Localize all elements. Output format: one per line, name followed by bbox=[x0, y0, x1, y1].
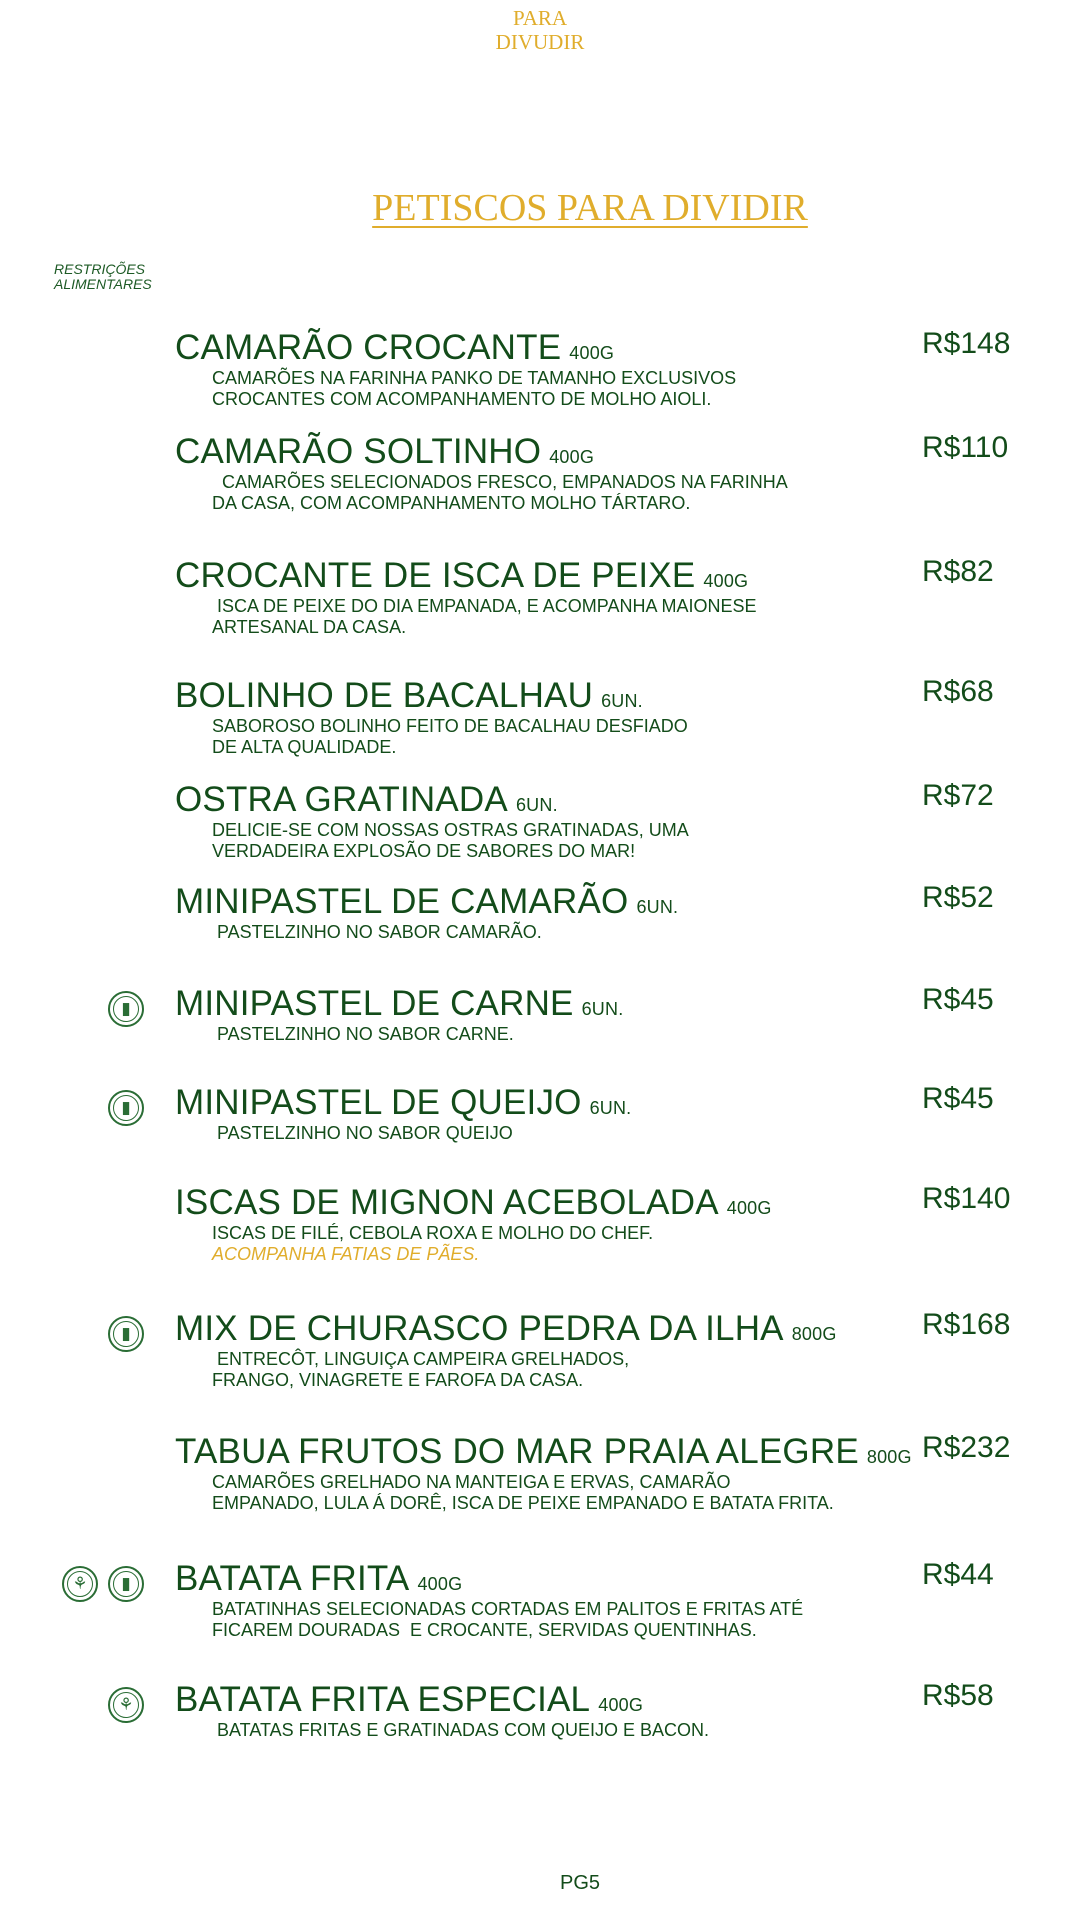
item-description-line1: DELICIE-SE COM NOSSAS OSTRAS GRATINADAS, UMA bbox=[212, 820, 689, 840]
item-description-line1: PASTELZINHO NO SABOR QUEIJO bbox=[212, 1123, 513, 1143]
item-price: R$148 bbox=[922, 327, 1011, 360]
dietary-restrictions-label bbox=[54, 262, 152, 292]
item-description bbox=[212, 1223, 653, 1265]
item-description bbox=[212, 368, 736, 410]
item-description bbox=[212, 1472, 834, 1514]
item-price: R$140 bbox=[922, 1182, 1011, 1215]
milk-bottle-icon: ▮ bbox=[121, 1574, 131, 1593]
item-price: R$168 bbox=[922, 1308, 1011, 1341]
item-name-text: BATATA FRITA ESPECIAL bbox=[175, 1680, 591, 1719]
item-quantity: 6UN. bbox=[636, 897, 679, 917]
item-description-line2: DE ALTA QUALIDADE. bbox=[212, 737, 397, 757]
item-description bbox=[212, 1349, 629, 1391]
item-description bbox=[212, 1123, 513, 1144]
item-quantity: 800G bbox=[791, 1324, 837, 1344]
item-quantity: 400G bbox=[703, 571, 749, 591]
menu-item bbox=[0, 882, 1080, 982]
menu-item bbox=[0, 1183, 1080, 1283]
item-name bbox=[175, 984, 623, 1029]
menu-item bbox=[0, 432, 1080, 532]
item-description-line2: EMPANADO, LULA Á DORÊ, ISCA DE PEIXE EMPANADO E BATATA FRITA. bbox=[212, 1493, 834, 1513]
item-description-line2: FRANGO, VINAGRETE E FAROFA DA CASA. bbox=[212, 1370, 584, 1390]
item-quantity: 6UN. bbox=[581, 999, 624, 1019]
item-name-text: BATATA FRITA bbox=[175, 1559, 410, 1598]
item-description-line1: PASTELZINHO NO SABOR CAMARÃO. bbox=[212, 922, 542, 942]
item-name-text: CAMARÃO SOLTINHO bbox=[175, 432, 542, 471]
menu-item bbox=[0, 328, 1080, 428]
menu-item bbox=[0, 676, 1080, 776]
item-price: R$45 bbox=[922, 1082, 994, 1115]
item-name-text: MINIPASTEL DE CAMARÃO bbox=[175, 882, 629, 921]
item-price: R$82 bbox=[922, 555, 994, 588]
item-name bbox=[175, 1083, 631, 1128]
item-description bbox=[212, 1599, 803, 1641]
item-name-text: ISCAS DE MIGNON ACEBOLADA bbox=[175, 1183, 719, 1222]
item-price: R$58 bbox=[922, 1679, 994, 1712]
milk-bottle-icon: ▮ bbox=[121, 1324, 131, 1343]
item-description bbox=[212, 820, 689, 862]
item-description-line1: BATATAS FRITAS E GRATINADAS COM QUEIJO E BACON. bbox=[212, 1720, 710, 1740]
item-quantity: 400G bbox=[598, 1695, 644, 1715]
item-quantity: 6UN. bbox=[515, 795, 558, 815]
item-name bbox=[175, 1183, 772, 1228]
restrictions-line1: RESTRIÇÕES bbox=[54, 261, 146, 277]
top-label-line1: PARA bbox=[512, 6, 568, 30]
item-quantity: 6UN. bbox=[601, 691, 643, 711]
item-quantity: 400G bbox=[726, 1198, 772, 1218]
gluten-free-icon bbox=[62, 1566, 98, 1602]
item-name bbox=[175, 882, 678, 927]
item-price: R$45 bbox=[922, 983, 994, 1016]
item-description bbox=[212, 716, 688, 758]
item-description-line1: ENTRECÔT, LINGUIÇA CAMPEIRA GRELHADOS, bbox=[212, 1349, 630, 1369]
item-name-text: MINIPASTEL DE CARNE bbox=[175, 984, 574, 1023]
item-quantity: 400G bbox=[549, 447, 595, 467]
item-description-line2: ACOMPANHA FATIAS DE PÃES. bbox=[212, 1244, 480, 1264]
item-description bbox=[212, 596, 756, 638]
item-price: R$52 bbox=[922, 881, 994, 914]
menu-item bbox=[0, 556, 1080, 656]
wheat-icon: ⚘ bbox=[118, 1695, 134, 1714]
menu-item bbox=[0, 984, 1080, 1084]
item-description bbox=[212, 472, 788, 514]
item-name-text: CAMARÃO CROCANTE bbox=[175, 328, 562, 367]
item-description-line1: ISCA DE PEIXE DO DIA EMPANADA, E ACOMPANHA MAIONESE bbox=[212, 596, 757, 616]
item-name-text: MIX DE CHURASCO PEDRA DA ILHA bbox=[175, 1309, 784, 1348]
item-description-line1: SABOROSO BOLINHO FEITO DE BACALHAU DESFIADO bbox=[212, 716, 688, 736]
milk-bottle-icon: ▮ bbox=[121, 999, 131, 1018]
item-description-line1: CAMARÕES GRELHADO NA MANTEIGA E ERVAS, CAMARÃO bbox=[212, 1472, 731, 1492]
item-name bbox=[175, 1559, 462, 1604]
item-price: R$72 bbox=[922, 779, 994, 812]
item-price: R$68 bbox=[922, 675, 994, 708]
item-name-text: OSTRA GRATINADA bbox=[175, 780, 508, 819]
menu-item bbox=[0, 780, 1080, 880]
menu-item bbox=[0, 1680, 1080, 1780]
top-label-line2: DIVUDIR bbox=[495, 30, 585, 54]
item-description-line1: ISCAS DE FILÉ, CEBOLA ROXA E MOLHO DO CHEF. bbox=[212, 1223, 654, 1243]
item-name bbox=[175, 780, 558, 825]
item-description-line1: PASTELZINHO NO SABOR CARNE. bbox=[212, 1024, 514, 1044]
menu-item bbox=[0, 1559, 1080, 1659]
item-description-line2: VERDADEIRA EXPLOSÃO DE SABORES DO MAR! bbox=[212, 841, 636, 861]
item-description bbox=[212, 1720, 709, 1741]
lactose-free-icon bbox=[108, 991, 144, 1027]
item-description bbox=[212, 1024, 514, 1045]
item-price: R$110 bbox=[922, 431, 1009, 464]
menu-item bbox=[0, 1432, 1080, 1532]
restrictions-line2: ALIMENTARES bbox=[54, 276, 152, 292]
menu-item bbox=[0, 1083, 1080, 1183]
lactose-free-icon bbox=[108, 1090, 144, 1126]
item-price: R$232 bbox=[922, 1431, 1011, 1464]
item-description-line1: CAMARÕES NA FARINHA PANKO DE TAMANHO EXCLUSIVOS bbox=[212, 368, 737, 388]
item-name-text: TABUA FRUTOS DO MAR PRAIA ALEGRE bbox=[175, 1432, 859, 1471]
page-number: PG5 bbox=[559, 1872, 601, 1894]
milk-bottle-icon: ▮ bbox=[121, 1098, 131, 1117]
item-name bbox=[175, 432, 594, 477]
top-label bbox=[0, 6, 1080, 54]
wheat-icon: ⚘ bbox=[72, 1574, 88, 1593]
item-name bbox=[175, 1432, 912, 1477]
item-name bbox=[175, 1309, 837, 1354]
lactose-free-icon bbox=[108, 1566, 144, 1602]
menu-item bbox=[0, 1309, 1080, 1409]
item-description-line2: DA CASA, COM ACOMPANHAMENTO MOLHO TÁRTARO. bbox=[212, 493, 691, 513]
item-description-line2: FICAREM DOURADAS E CROCANTE, SERVIDAS QUENTINHAS. bbox=[212, 1620, 757, 1640]
item-name-text: MINIPASTEL DE QUEIJO bbox=[175, 1083, 582, 1122]
item-name bbox=[175, 556, 748, 601]
item-quantity: 400G bbox=[569, 343, 615, 363]
item-quantity: 800G bbox=[866, 1447, 912, 1467]
item-description-line2: CROCANTES COM ACOMPANHAMENTO DE MOLHO AIOLI. bbox=[212, 389, 712, 409]
gluten-free-icon bbox=[108, 1687, 144, 1723]
item-description-line1: CAMARÕES SELECIONADOS FRESCO, EMPANADOS NA FARINHA bbox=[212, 472, 788, 492]
item-name bbox=[175, 1680, 643, 1725]
lactose-free-icon bbox=[108, 1316, 144, 1352]
item-name bbox=[175, 328, 614, 373]
item-description-line1: BATATINHAS SELECIONADAS CORTADAS EM PALITOS E FRITAS ATÉ bbox=[212, 1599, 804, 1619]
item-quantity: 400G bbox=[417, 1574, 463, 1594]
section-title: PETISCOS PARA DIVIDIR bbox=[372, 187, 808, 229]
item-name-text: BOLINHO DE BACALHAU bbox=[175, 676, 594, 715]
item-name-text: CROCANTE DE ISCA DE PEIXE bbox=[175, 556, 696, 595]
item-price: R$44 bbox=[922, 1558, 994, 1591]
item-description bbox=[212, 922, 542, 943]
item-description-line2: ARTESANAL DA CASA. bbox=[212, 617, 407, 637]
item-quantity: 6UN. bbox=[589, 1098, 632, 1118]
item-name bbox=[175, 676, 643, 721]
